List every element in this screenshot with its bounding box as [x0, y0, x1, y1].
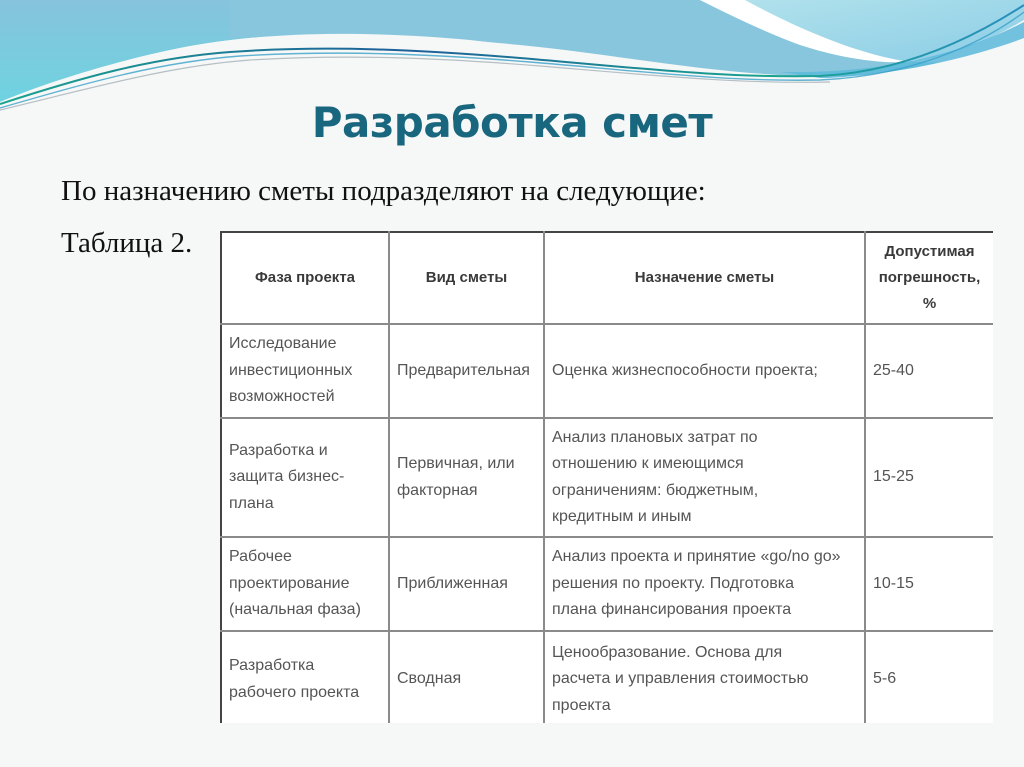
table-row [221, 418, 993, 537]
cell-phase: Рабочее проектирование (начальная фаза) [221, 537, 389, 631]
cell-type: Сводная [389, 631, 544, 723]
table-row [221, 631, 993, 723]
header-purpose: Назначение сметы [544, 232, 865, 324]
cell-type: Предварительная [389, 324, 544, 418]
cell-purpose: Оценка жизнеспособности проекта; [544, 324, 865, 418]
slide-title: Разработка смет [311, 98, 713, 147]
cell-phase: Разработка и защита бизнес- плана [221, 418, 389, 537]
cell-purpose: Анализ плановых затрат по отношению к имеющимся ограничениям: бюджетным, кредитным и иным [544, 418, 865, 537]
table-row [221, 537, 993, 631]
estimates-table [220, 231, 993, 723]
cell-purpose: Ценообразование. Основа для расчета и управления стоимостью проекта [544, 631, 865, 723]
table-header-row [221, 232, 993, 324]
header-error: Допустимая погрешность, % [865, 232, 993, 324]
header-type: Вид сметы [389, 232, 544, 324]
cell-phase: Разработка рабочего проекта [221, 631, 389, 723]
cell-type: Приближенная [389, 537, 544, 631]
estimates-table-frame [220, 231, 993, 723]
cell-purpose: Анализ проекта и принятие «go/no go» решения по проекту. Подготовка плана финансирования проекта [544, 537, 865, 631]
cell-error: 10-15 [865, 537, 993, 631]
cell-phase: Исследование инвестиционных возможностей [221, 324, 389, 418]
table-row [221, 324, 993, 418]
header-phase: Фаза проекта [221, 232, 389, 324]
intro-text: По назначению сметы подразделяют на следующие: [61, 175, 706, 207]
cell-type: Первичная, или факторная [389, 418, 544, 537]
table-caption: Таблица 2. [61, 227, 193, 259]
cell-error: 15-25 [865, 418, 993, 537]
cell-error: 5-6 [865, 631, 993, 723]
cell-error: 25-40 [865, 324, 993, 418]
